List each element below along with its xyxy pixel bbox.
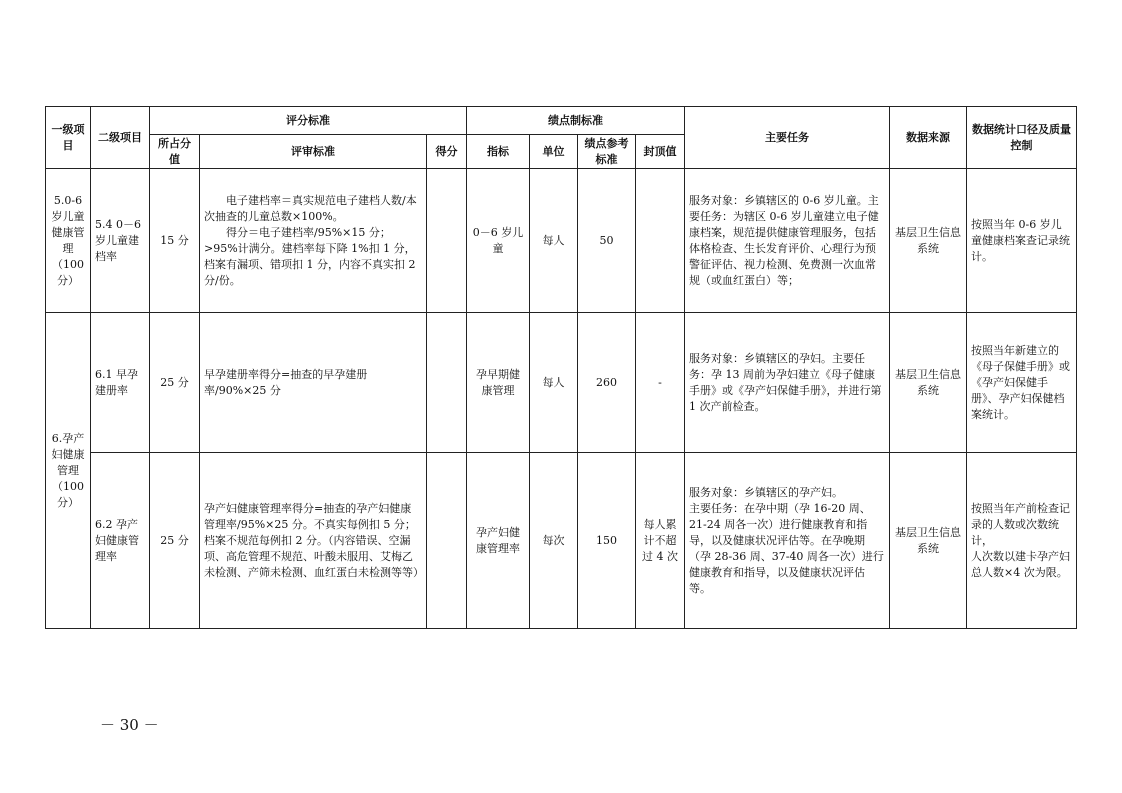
row1-data-source: 基层卫生信息系统: [890, 169, 967, 313]
row2-cap: -: [636, 313, 685, 453]
header-stat-control: 数据统计口径及质量控制: [967, 107, 1077, 169]
row1-indicator: 0－6 岁儿童: [467, 169, 530, 313]
header-level1: 一级项目: [46, 107, 91, 169]
row2-level2: 6.1 早孕建册率: [91, 313, 150, 453]
row2-stat-control: 按照当年新建立的《母子保健手册》或《孕产妇保健手册》、孕产妇保健档案统计。: [967, 313, 1077, 453]
header-unit: 单位: [530, 135, 578, 169]
row1-main-task: 服务对象：乡镇辖区的 0-6 岁儿童。主要任务：为辖区 0-6 岁儿童建立电子健康档案，规范提供健康管理服务，包括体格检查、生长发育评价、心理行为预警征评估、视力检测、免费测一次血常规（或血红蛋白）等；: [685, 169, 890, 313]
row1-level1: 5.0-6 岁儿童健康管理（100分）: [46, 169, 91, 313]
row1-unit: 每人: [530, 169, 578, 313]
row3-stat-control: [967, 453, 1077, 629]
header-ref-standard: 绩点参考标准: [578, 135, 636, 169]
row3-cap: 每人累计不超过 4 次: [636, 453, 685, 629]
row2-data-source: 基层卫生信息系统: [890, 313, 967, 453]
row3-main-task: [685, 453, 890, 629]
row3-score-share: 25 分: [150, 453, 200, 629]
row3-stat-control-line1: 按照当年产前检查记录的人数或次数统计，: [971, 501, 1070, 547]
row1-score-got: [427, 169, 467, 313]
row2-score-got: [427, 313, 467, 453]
header-review-standard: 评审标准: [200, 135, 427, 169]
row1-level2: 5.4 0－6 岁儿童建档率: [91, 169, 150, 313]
row2-level1: 6.孕产妇健康管理（100分）: [46, 313, 91, 629]
row1-stat-control: 按照当年 0-6 岁儿童健康档案查记录统计。: [967, 169, 1077, 313]
row3-ref-standard: 150: [578, 453, 636, 629]
row1-review: [200, 169, 427, 313]
row2-score-share: 25 分: [150, 313, 200, 453]
row1-review-line1: 电子建档率＝真实规范电子建档人数/本次抽查的儿童总数×100%。: [204, 193, 417, 223]
row2-unit: 每人: [530, 313, 578, 453]
row3-indicator: 孕产妇健康管理率: [467, 453, 530, 629]
row1-ref-standard: 50: [578, 169, 636, 313]
page-number: － 30 －: [100, 716, 159, 734]
row2-indicator: 孕早期健康管理: [467, 313, 530, 453]
row3-stat-control-line2: 人次数以建卡孕产妇总人数×4 次为限。: [971, 549, 1070, 579]
row2-review: 早孕建册率得分=抽查的早孕建册率/90%×25 分: [200, 313, 427, 453]
row1-score-share: 15 分: [150, 169, 200, 313]
header-level2: 二级项目: [91, 107, 150, 169]
row2-main-task: 服务对象：乡镇辖区的孕妇。主要任务：孕 13 周前为孕妇建立《母子健康手册》或《孕产妇保健手册》，并进行第 1 次产前检查。: [685, 313, 890, 453]
header-score-share: 所占分值: [150, 135, 200, 169]
header-cap: 封顶值: [636, 135, 685, 169]
row3-data-source: 基层卫生信息系统: [890, 453, 967, 629]
row3-unit: 每次: [530, 453, 578, 629]
header-performance-group: 绩点制标准: [467, 107, 685, 135]
header-main-task: 主要任务: [685, 107, 890, 169]
assessment-table: [45, 106, 1077, 629]
header-scoring-group: 评分标准: [150, 107, 467, 135]
header-data-source: 数据来源: [890, 107, 967, 169]
row3-level2: 6.2 孕产妇健康管理率: [91, 453, 150, 629]
row3-review: 孕产妇健康管理率得分=抽查的孕产妇健康管理率/95%×25 分。不真实每例扣 5 分；档案不规范每例扣 2 分。（内容错误、空漏项、高危管理不规范、叶酸未服用、艾梅乙未检测、产筛未检测、血红蛋白未检测等等）: [200, 453, 427, 629]
row3-main-task-line1: 服务对象：乡镇辖区的孕产妇。: [689, 485, 843, 499]
header-indicator: 指标: [467, 135, 530, 169]
row3-score-got: [427, 453, 467, 629]
header-score-got: 得分: [427, 135, 467, 169]
row2-ref-standard: 260: [578, 313, 636, 453]
row3-main-task-line2: 主要任务：在孕中期（孕 16-20 周、21-24 周各一次）进行健康教育和指导，以及健康状况评估等。在孕晚期（孕 28-36 周、37-40 周各一次）进行健康教育和指导，以及健康状况评估等。: [689, 501, 884, 595]
row1-cap: [636, 169, 685, 313]
row1-review-line2: 得分＝电子建档率/95%×15 分；>95%计满分。建档率每下降 1%扣 1 分，档案有漏项、错项扣 1 分，内容不真实扣 2 分/份。: [204, 225, 416, 287]
